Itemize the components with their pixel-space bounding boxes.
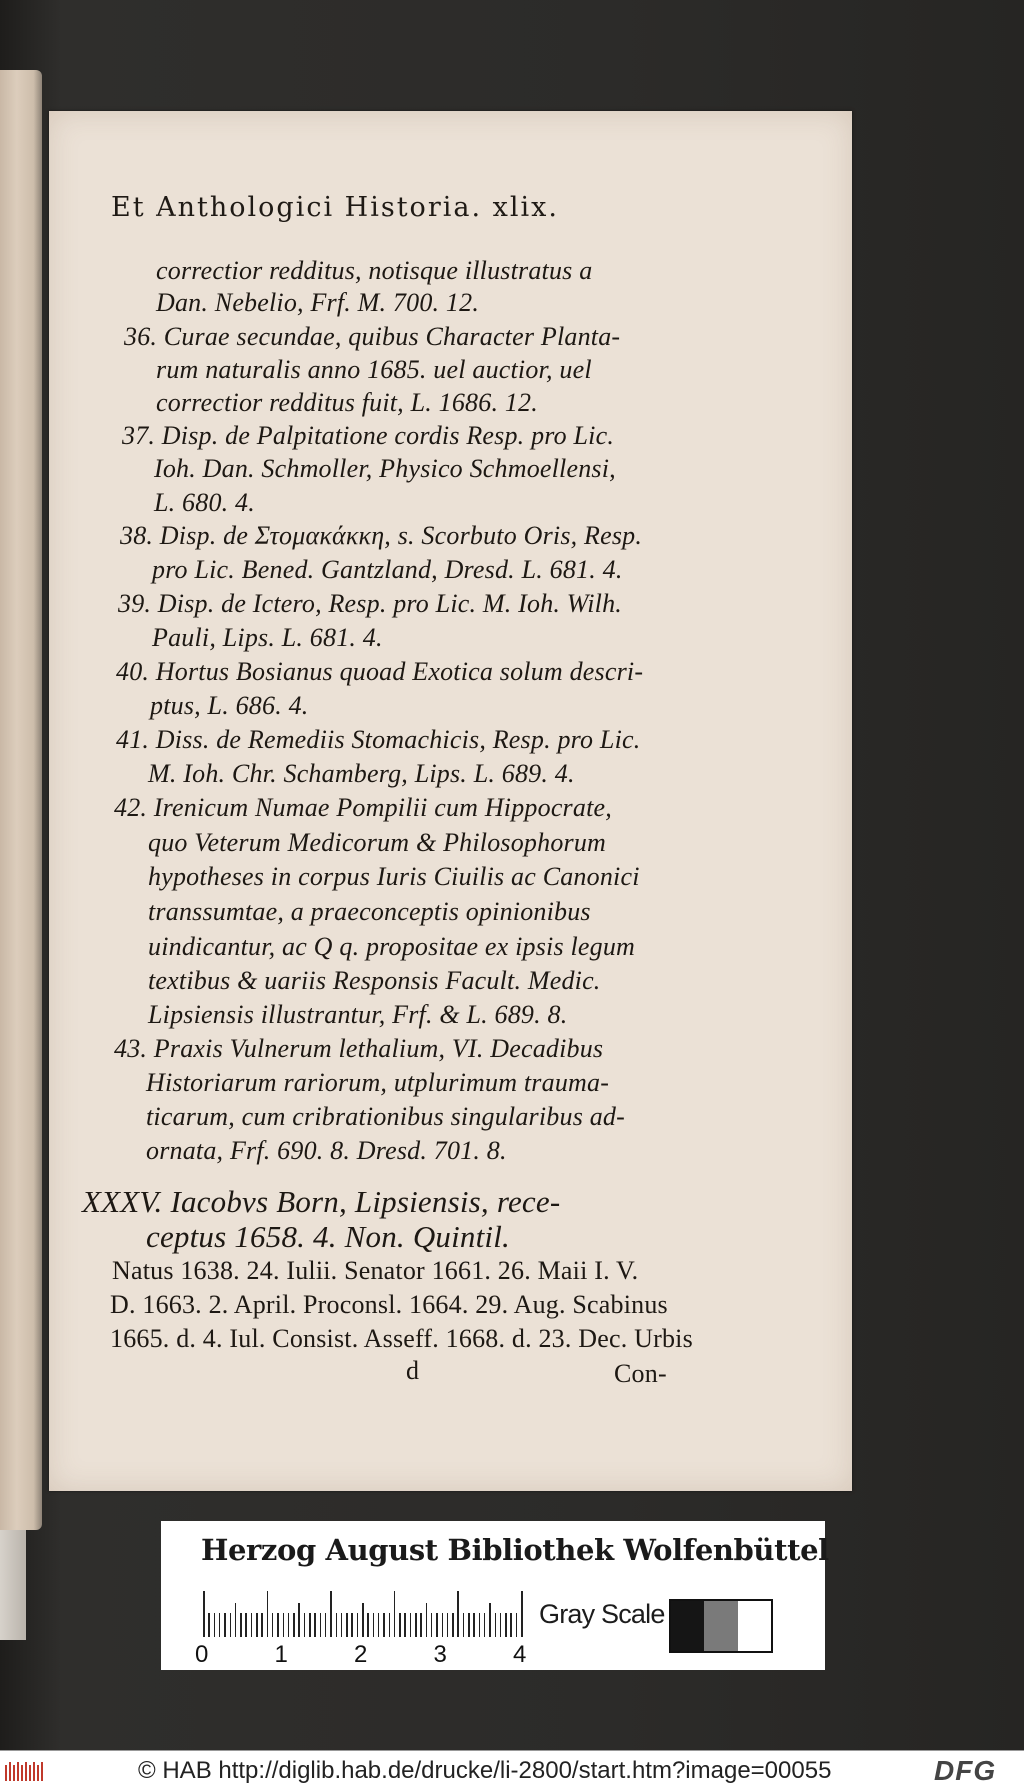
ruler-tick <box>495 1613 497 1637</box>
ruler-tick <box>362 1603 364 1637</box>
ruler-tick <box>214 1613 216 1637</box>
hab-logo-icon <box>4 1759 46 1783</box>
ruler-tick <box>330 1591 332 1637</box>
ruler-tick <box>367 1613 369 1637</box>
ruler-tick <box>521 1591 523 1637</box>
ruler-tick <box>272 1613 274 1637</box>
text-line: L. 680. 4. <box>154 488 255 517</box>
ruler-tick <box>288 1613 290 1637</box>
gray-scale-patches <box>669 1599 773 1653</box>
ruler-tick <box>325 1613 327 1637</box>
ruler-tick <box>500 1613 502 1637</box>
signature-mark: d <box>406 1356 420 1385</box>
ruler-label: 0 <box>195 1641 209 1668</box>
ruler-tick <box>357 1613 359 1637</box>
ruler-tick <box>320 1613 322 1637</box>
ruler-tick <box>219 1613 221 1637</box>
text-line: 39. Disp. de Ictero, Resp. pro Lic. M. Ioh. Wilh. <box>118 589 622 618</box>
scale-ruler <box>203 1589 521 1637</box>
ruler-label: 4 <box>513 1641 527 1668</box>
text-line: ticarum, cum cribrationibus singularibus ad- <box>146 1102 625 1131</box>
text-line: quo Veterum Medicorum & Philosophorum <box>148 828 607 857</box>
ruler-label: 3 <box>433 1641 447 1668</box>
text-line: correctior redditus fuit, L. 1686. 12. <box>156 388 538 417</box>
ruler-tick <box>304 1613 306 1637</box>
ruler-tick <box>267 1591 269 1637</box>
ruler-tick <box>298 1603 300 1637</box>
ruler-tick <box>510 1613 512 1637</box>
ruler-tick <box>479 1613 481 1637</box>
text-line: Natus 1638. 24. Iulii. Senator 1661. 26. Maii I. V. <box>112 1256 639 1285</box>
text-line: uindicantur, ac Q q. propositae ex ipsis legum <box>148 932 636 961</box>
ruler-tick <box>447 1613 449 1637</box>
ruler-tick <box>463 1613 465 1637</box>
text-line: 43. Praxis Vulnerum lethalium, VI. Decadibus <box>114 1034 604 1063</box>
ruler-tick <box>373 1613 375 1637</box>
text-line: textibus & uariis Responsis Facult. Medic. <box>148 966 601 995</box>
ruler-tick <box>346 1613 348 1637</box>
ruler-tick <box>457 1591 459 1637</box>
text-line: 38. Disp. de Στομακάκκη, s. Scorbuto Oris, Resp. <box>120 521 643 550</box>
library-title: Herzog August Bibliothek Wolfenbüttel <box>201 1533 829 1567</box>
ruler-tick <box>277 1613 279 1637</box>
text-line: ornata, Frf. 690. 8. Dresd. 701. 8. <box>146 1136 507 1165</box>
text-line: 40. Hortus Bosianus quoad Exotica solum descri- <box>116 657 644 686</box>
ruler-tick <box>314 1613 316 1637</box>
ruler-tick <box>245 1613 247 1637</box>
ruler-tick <box>293 1613 295 1637</box>
ruler-tick <box>436 1613 438 1637</box>
ruler-tick <box>452 1613 454 1637</box>
ruler-tick <box>208 1613 210 1637</box>
text-line: 1665. d. 4. Iul. Consist. Asseff. 1668. d. 23. Dec. Urbis <box>110 1324 693 1353</box>
ruler-tick <box>240 1613 242 1637</box>
text-line: ptus, L. 686. 4. <box>150 691 309 720</box>
ruler-tick <box>468 1613 470 1637</box>
text-line: hypotheses in corpus Iuris Ciuilis ac Canonici <box>148 862 640 891</box>
footer-bar <box>0 1750 1024 1790</box>
ruler-tick <box>516 1613 518 1637</box>
gray-scale-label: Gray Scale <box>539 1599 665 1629</box>
adjacent-page-tab <box>0 1530 26 1640</box>
ruler-tick <box>309 1613 311 1637</box>
ruler-tick <box>261 1613 263 1637</box>
ruler-tick <box>505 1613 507 1637</box>
text-line: 37. Disp. de Palpitatione cordis Resp. pro Lic. <box>122 421 615 450</box>
ruler-tick <box>484 1613 486 1637</box>
ruler-tick <box>383 1613 385 1637</box>
ruler-tick <box>399 1613 401 1637</box>
ruler-label: 2 <box>354 1641 368 1668</box>
gray-patch <box>704 1601 737 1651</box>
text-line: Dan. Nebelio, Frf. M. 700. 12. <box>156 288 480 317</box>
ruler-tick <box>251 1613 253 1637</box>
ruler-tick <box>415 1613 417 1637</box>
text-line: XXXV. Iacobvs Born, Lipsiensis, rece- <box>82 1184 561 1219</box>
ruler-tick <box>431 1613 433 1637</box>
ruler-tick <box>283 1613 285 1637</box>
ruler-tick <box>473 1613 475 1637</box>
text-line: D. 1663. 2. April. Proconsl. 1664. 29. Aug. Scabinus <box>110 1290 668 1319</box>
running-head: Et Anthologici Historia. xlix. <box>111 192 559 223</box>
ruler-labels <box>191 1641 531 1667</box>
text-line: Ioh. Dan. Schmoller, Physico Schmoellensi, <box>154 454 616 483</box>
text-line: Historiarum rariorum, utplurimum trauma- <box>146 1068 610 1097</box>
gray-patch <box>738 1601 771 1651</box>
text-line: rum naturalis anno 1685. uel auctior, uel <box>156 355 592 384</box>
ruler-tick <box>489 1603 491 1637</box>
dfg-logo: DFG <box>934 1755 997 1786</box>
text-line: transsumtae, a praeconceptis opinionibus <box>148 897 591 926</box>
ruler-tick <box>230 1613 232 1637</box>
color-calibration-bar <box>161 1521 829 1670</box>
ruler-tick <box>341 1613 343 1637</box>
text-line: 36. Curae secundae, quibus Character Planta- <box>124 322 621 351</box>
copyright-url: © HAB http://diglib.hab.de/drucke/li-2800/start.htm?image=00055 <box>138 1757 832 1784</box>
ruler-tick <box>235 1603 237 1637</box>
ruler-tick <box>420 1613 422 1637</box>
catchword: Con- <box>614 1359 667 1388</box>
ruler-tick <box>351 1613 353 1637</box>
ruler-tick <box>378 1613 380 1637</box>
ruler-tick <box>389 1613 391 1637</box>
gray-patch <box>671 1601 704 1651</box>
ruler-label: 1 <box>274 1641 288 1668</box>
text-line: ceptus 1658. 4. Non. Quintil. <box>146 1219 511 1254</box>
ruler-tick <box>224 1613 226 1637</box>
text-line: Lipsiensis illustrantur, Frf. & L. 689. 8. <box>148 1000 568 1029</box>
text-line: Pauli, Lips. L. 681. 4. <box>152 623 383 652</box>
text-line: M. Ioh. Chr. Schamberg, Lips. L. 689. 4. <box>148 759 575 788</box>
text-line: pro Lic. Bened. Gantzland, Dresd. L. 681. 4. <box>152 555 623 584</box>
text-line: 42. Irenicum Numae Pompilii cum Hippocrate, <box>114 793 612 822</box>
ruler-tick <box>410 1613 412 1637</box>
ruler-tick <box>203 1591 205 1637</box>
ruler-tick <box>394 1591 396 1637</box>
ruler-tick <box>426 1603 428 1637</box>
ruler-tick <box>256 1613 258 1637</box>
text-line: 41. Diss. de Remediis Stomachicis, Resp. pro Lic. <box>116 725 641 754</box>
ruler-tick <box>336 1613 338 1637</box>
text-line: correctior redditus, notisque illustratus a <box>156 256 593 285</box>
ruler-tick <box>442 1613 444 1637</box>
ruler-tick <box>404 1613 406 1637</box>
